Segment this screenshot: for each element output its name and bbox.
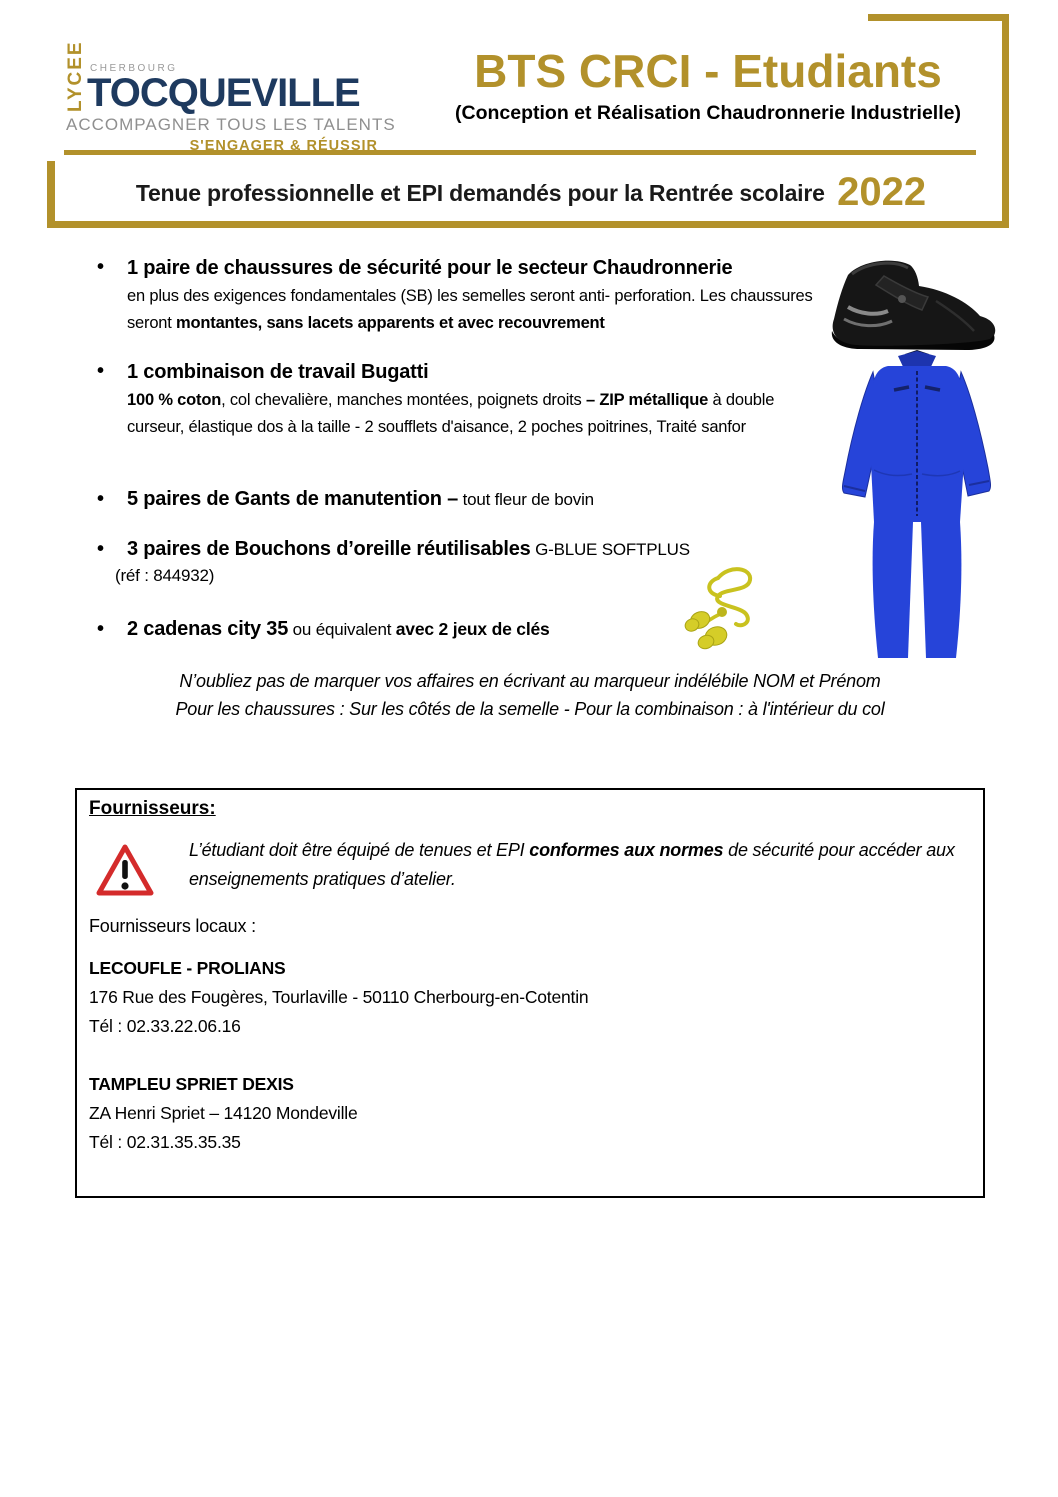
desc-bold: 100 % coton — [127, 391, 222, 409]
warning-regular: de sécurité pour accéder aux enseignements pratiques d’atelier. — [189, 840, 955, 889]
desc-bold: – ZIP métallique — [586, 391, 709, 409]
suppliers-heading: Fournisseurs: — [89, 798, 216, 819]
local-suppliers-label: Fournisseurs locaux : — [89, 916, 256, 936]
logo-city-text: CHERBOURG — [90, 63, 178, 75]
supplier-address: 176 Rue des Fougères, Tourlaville - 50110 Cherbourg-en-Cotentin — [89, 986, 589, 1007]
logo-lycee-vertical-text: LYCEE — [65, 40, 86, 112]
gold-frame-top-border — [868, 14, 1009, 21]
coverall-image — [826, 350, 1008, 662]
page-subtitle: (Conception et Réalisation Chaudronnerie Industrielle) — [455, 102, 961, 124]
banner-year: 2022 — [837, 170, 927, 214]
item-description — [127, 283, 833, 336]
warning-row — [95, 836, 981, 898]
item-description — [127, 387, 833, 440]
bullet-icon: • — [97, 256, 105, 278]
item-title: 3 paires de Bouchons d’oreille réutilisables — [127, 538, 531, 560]
desc-bold: montantes, sans lacets apparents et avec recouvrement — [176, 313, 605, 332]
supplier-phone: Tél : 02.31.35.35.35 — [89, 1131, 241, 1152]
item-title-suffix: avec 2 jeux de clés — [395, 619, 550, 639]
item-title: 1 combinaison de travail Bugatti — [127, 361, 429, 383]
logo-row — [65, 40, 378, 116]
item-title: 1 paire de chaussures de sécurité pour le secteur Chaudronnerie — [127, 257, 733, 279]
item-reference: (réf : 844932) — [115, 566, 215, 585]
warning-triangle-icon — [95, 842, 155, 898]
page-title: BTS CRCI - Etudiants — [474, 45, 942, 97]
warning-bold: conformes aux normes — [529, 840, 724, 860]
list-item-content — [127, 360, 833, 440]
list-item-content — [127, 256, 833, 336]
supplier-name: TAMPLEU SPRIET DEXIS — [89, 1074, 294, 1094]
desc-regular: à double curseur, élastique dos à la taille - 2 soufflets d'aisance, 2 poches poitrines, Traité sanfor — [127, 391, 775, 436]
item-title-suffix: tout fleur de bovin — [458, 490, 594, 509]
banner-left-border — [47, 161, 55, 228]
note-line-1: N’oubliez pas de marquer vos affaires en écrivant au marqueur indélébile NOM et Prénom — [179, 671, 881, 691]
safety-shoe-image — [818, 255, 1004, 357]
supplier-name: LECOUFLE - PROLIANS — [89, 958, 286, 978]
logo-school-name: TOCQUEVILLE — [87, 71, 360, 116]
banner — [56, 170, 1006, 215]
desc-regular: , col chevalière, manches montées, poignets droits — [221, 391, 586, 409]
warning-text — [189, 836, 981, 894]
logo-motto: S'ENGAGER & RÉUSSIR — [189, 138, 378, 154]
bullet-icon: • — [97, 618, 105, 640]
logo-name-column — [87, 63, 360, 116]
banner-text: Tenue professionnelle et EPI demandés pour la Rentrée scolaire — [135, 180, 825, 206]
marking-note — [70, 668, 990, 724]
banner-bottom-border — [47, 221, 1009, 228]
desc-regular: en plus des exigences fondamentales (SB) les semelles seront anti- perforation. Les chaussures seront — [127, 287, 813, 332]
list-item-gloves — [97, 488, 837, 511]
item-title-middle: ou équivalent — [288, 620, 396, 639]
earplugs-image — [678, 562, 764, 652]
suppliers-box — [75, 788, 985, 1198]
bullet-icon: • — [97, 360, 105, 382]
item-title-suffix: G-BLUE SOFTPLUS — [530, 540, 690, 559]
document-title-block — [408, 45, 1008, 125]
list-item-shoes — [97, 256, 837, 336]
item-title: 2 cadenas city 35 — [127, 618, 289, 640]
bullet-icon: • — [97, 538, 105, 560]
warning-regular: L’étudiant doit être équipé de tenues et EPI — [189, 840, 530, 860]
school-logo — [65, 40, 396, 154]
supplier-address: ZA Henri Spriet – 14120 Mondeville — [89, 1102, 358, 1123]
bullet-icon: • — [97, 488, 105, 510]
note-line-2: Pour les chaussures : Sur les côtés de la semelle - Pour la combinaison : à l'intérieur du col — [175, 698, 885, 719]
supplier-entry — [89, 954, 588, 1041]
supplier-phone: Tél : 02.33.22.06.16 — [89, 1015, 241, 1036]
list-item-content — [127, 488, 833, 511]
logo-tagline: ACCOMPAGNER TOUS LES TALENTS — [66, 115, 396, 134]
supplier-entry — [89, 1070, 358, 1157]
item-title: 5 paires de Gants de manutention – — [127, 488, 459, 510]
list-item-coverall — [97, 360, 837, 440]
